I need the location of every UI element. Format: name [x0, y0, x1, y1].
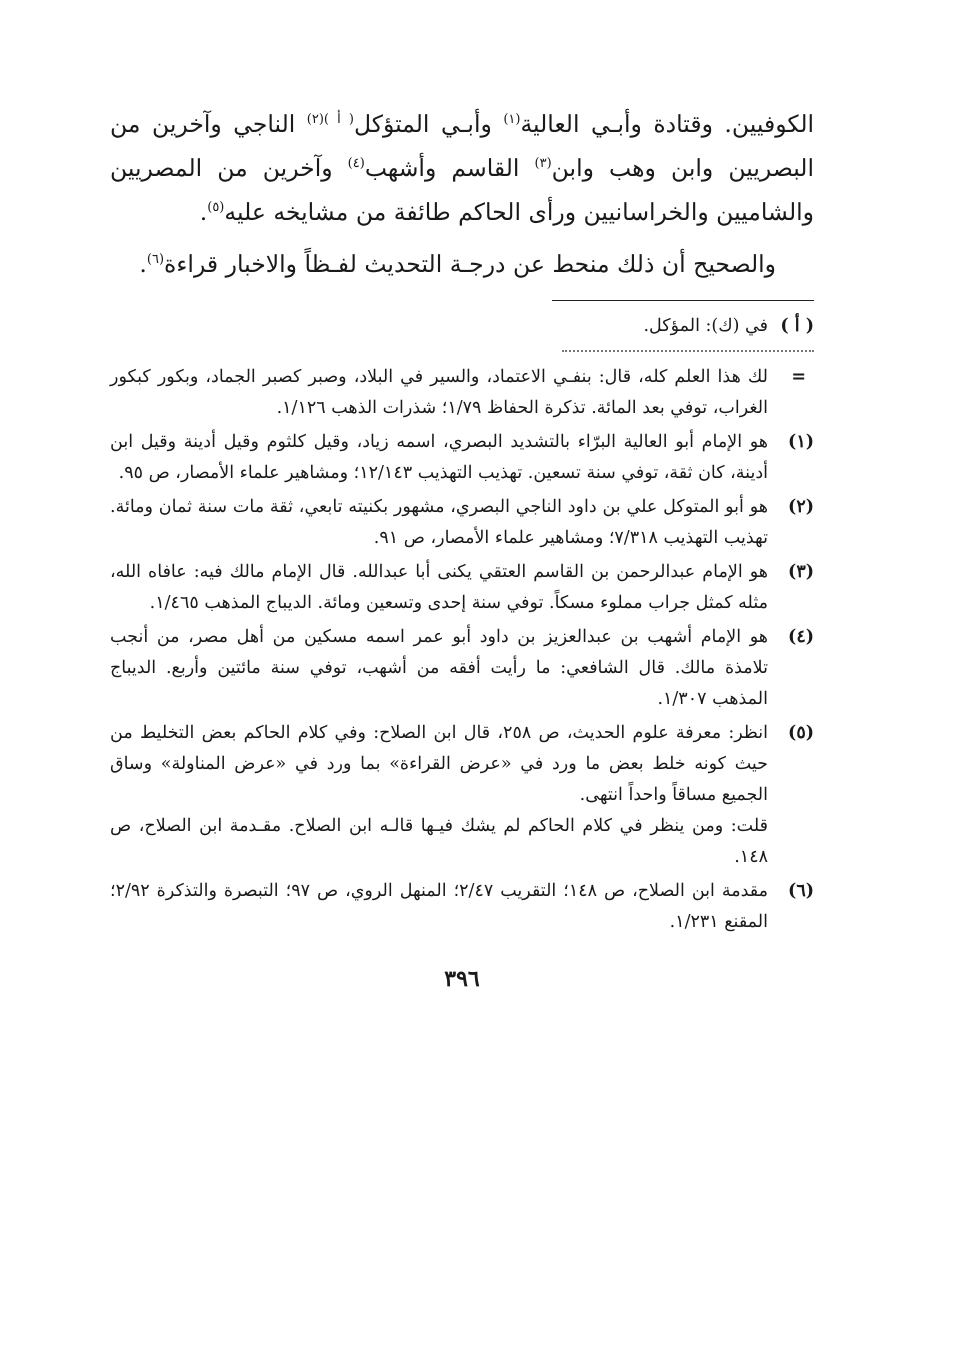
footnote-ref-2: ( أ )(٢)	[306, 112, 354, 128]
dotted-separator	[562, 350, 814, 352]
footnote-text: هو الإمام أبو العالية البرّاء بالتشديد البصري، اسمه زياد، وقيل كلثوم وقيل أدينة وقيل ابن أدينة، كان ثقة، توفي سنة تسعين. تهذيب التهذيب ١٢/١٤٣؛ ومشاهير علماء الأمصار، ص ٩٥.	[110, 432, 768, 483]
footnotes-section	[110, 311, 814, 938]
text-run: الناجي وآخرين من البصريين وابن وهب وابن	[110, 110, 814, 182]
footnote-ref-3: (٣)	[534, 156, 552, 172]
footnote-text: هو أبو المتوكل علي بن داود الناجي البصري، مشهور بكنيته تابعي، ثقة مات سنة ثمان ومائة. تهذيب التهذيب ٧/٣١٨؛ ومشاهير علماء الأمصار، ص ٩١.	[110, 497, 768, 548]
footnote-5	[110, 718, 814, 873]
page-number: ٣٩٦	[444, 966, 480, 992]
book-page	[110, 102, 814, 992]
footnote-3	[110, 557, 814, 619]
footnote-number: (٥)	[788, 723, 814, 743]
main-paragraph-1	[110, 102, 814, 234]
text-run: وآخرين من المصريين والشاميين والخراسانيين ورأى الحاكم طائفة من مشايخه عليه	[110, 154, 814, 226]
footnote-4	[110, 622, 814, 715]
text-run: الكوفيين. وقتادة وأبـي العالية	[520, 110, 815, 138]
text-run: .	[199, 198, 208, 226]
variant-note	[110, 311, 814, 342]
footnote-ref-5: (٥)	[207, 200, 225, 216]
footnote-number: (٢)	[788, 497, 814, 517]
variant-note-text: في (ك): المؤكل.	[643, 316, 768, 336]
footnote-text: هو الإمام عبدالرحمن بن القاسم العتقي يكنى أبا عبدالله. قال الإمام مالك فيه: عافاه الله، مثله كمثل جراب مملوء مسكاً. توفي سنة إحدى وتسعين ومائة. الديباج المذهب ١/٤٦٥.	[110, 562, 768, 613]
footnote-separator	[552, 300, 814, 301]
footnote-ref-1: (١)	[503, 112, 521, 128]
footnote-text: هو الإمام أشهب بن عبدالعزيز بن داود أبو عمر اسمه مسكين من أهل مصر، من أنجب تلامذة مالك. قال الشافعي: ما رأيت أفقه من أشهب، توفي سنة مائتين وأربع. الديباج المذهب ١/٣٠٧.	[110, 627, 768, 709]
footnote-6	[110, 876, 814, 938]
footnote-ref-6: (٦)	[146, 252, 165, 268]
footnote-text: مقدمة ابن الصلاح، ص ١٤٨؛ التقريب ٢/٤٧؛ المنهل الروي، ص ٩٧؛ التبصرة والتذكرة ٢/٩٢؛ المقنع ١/٢٣١.	[110, 881, 769, 932]
footnote-text: انظر: معرفة علوم الحديث، ص ٢٥٨، قال ابن الصلاح: وفي كلام الحاكم بعض التخليط من حيث كونه خلط بعض ما ورد في «عرض القراءة» بما ورد في «عرض المناولة» وساق الجميع مساقاً واحداً انتهى.	[110, 723, 768, 805]
footnote-number: (٣)	[788, 562, 814, 582]
text-run: القاسم وأشهب	[364, 154, 535, 182]
main-paragraph-2	[110, 242, 814, 286]
footnote-2	[110, 492, 814, 554]
footnote-ref-4: (٤)	[347, 156, 365, 172]
variant-note-label: ( أ )	[780, 316, 814, 336]
continuation-mark: =	[791, 367, 806, 387]
footnote-text: قلت: ومن ينظر في كلام الحاكم لم يشك فيـها قالـه ابن الصلاح. مقـدمة ابن الصلاح، ص ١٤٨.	[110, 816, 768, 867]
footnote-number: (٤)	[788, 627, 814, 647]
text-run: وأبـي المتؤكل	[353, 110, 504, 138]
footnote-1	[110, 427, 814, 489]
footnote-number: (١)	[788, 432, 814, 452]
main-text	[110, 102, 814, 286]
continued-footnote-text: لك هذا العلم كله، قال: بنفـي الاعتماد، والسير في البلاد، وصبر كصبر الجماد، وبكور كبكور الغراب، توفي بعد المائة. تذكرة الحفاظ ١/٧٩؛ شذرات الذهب ١/١٢٦.	[110, 367, 768, 418]
footnote-number: (٦)	[788, 881, 814, 901]
continued-footnote	[110, 362, 814, 424]
text-run: والصحيح أن ذلك منحط عن درجـة التحديث لفـظاً والاخبار قراءة	[164, 250, 776, 278]
text-run: .	[139, 250, 147, 278]
